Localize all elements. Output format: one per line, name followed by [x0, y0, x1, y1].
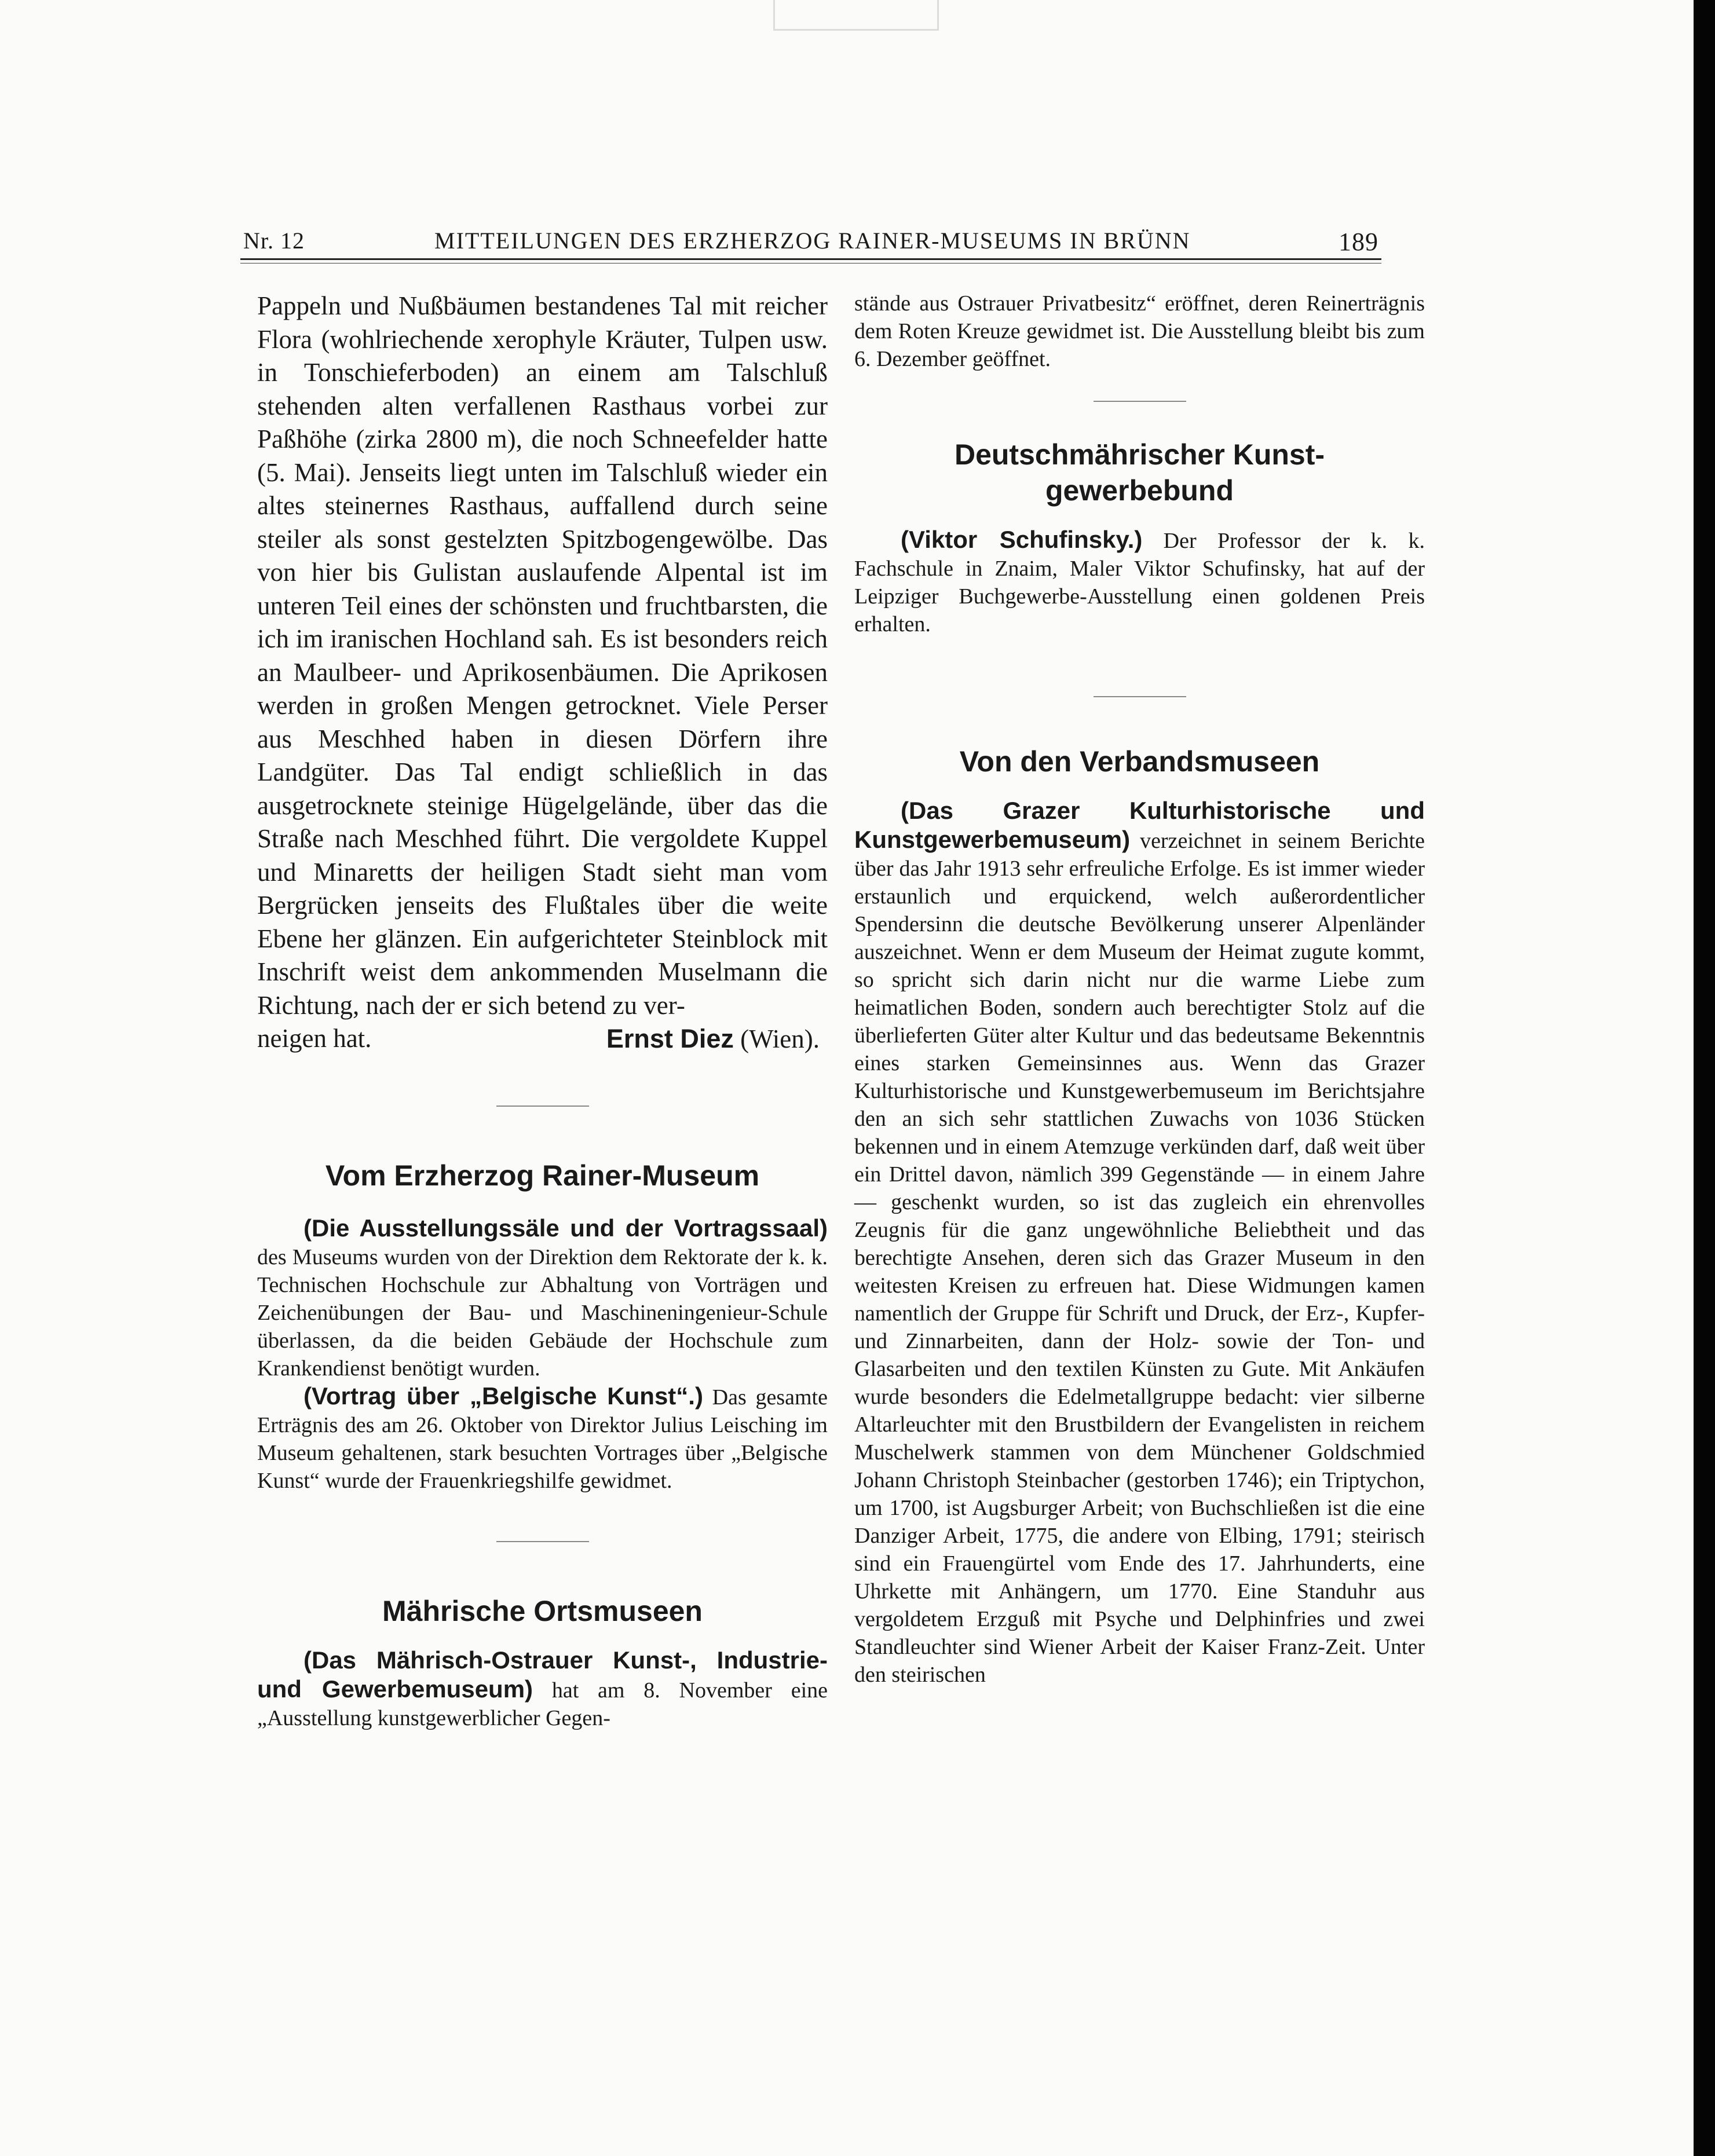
- right-column: [854, 290, 1425, 1689]
- travel-paragraph: Pappeln und Nußbäumen bestandenes Tal mit reicher Flora (wohlriechende xerophyle Kräuter, Tulpen usw. in Tonschieferboden) an einem am Talschluß stehenden alten verfallenen Rasthaus vorbei zur Paßhöhe (zirka 2800 m), die noch Schneefelder hatte (5. Mai). Jenseits liegt unten im Talschluß wieder ein altes steinernes Rasthaus, auffallend durch seine steiler als sonst gestelzten Spitzbogengewölbe. Das von hier bis Gulistan auslaufende Alpental ist im unteren Teil eines der schönsten und fruchtbarsten, die ich im iranischen Hochland sah. Es ist besonders reich an Maulbeer- und Aprikosenbäumen. Die Aprikosen werden in großen Mengen getrocknet. Viele Perser aus Meschhed haben in diesen Dörfern ihre Landgüter. Das Tal endigt schließlich in das ausgetrocknete steinige Hügelgelände, über das die Straße nach Meschhed führt. Die vergoldete Kuppel und Minaretts der heiligen Stadt sieht man vom Bergrücken jenseits des Flußtales über die weite Ebene her glänzen. Ein aufgerichteter Steinblock mit Inschrift weist dem ankommenden Muselmann die Richtung, nach der er sich betend zu ver-: [257, 291, 828, 1020]
- paragraph-vortrag: [257, 1382, 828, 1495]
- running-header: [243, 227, 1378, 262]
- para2-lead: (Vortrag über „Belgische Kunst“.): [303, 1382, 703, 1410]
- para2-text: Das gesamte Erträgnis des am 26. Oktober von Direktor Julius Leisching im Museum gehaltenen, stark besuchten Vortrages über „Belgische Kunst“ wurde der Frauenkriegshilfe gewidmet.: [257, 1385, 828, 1493]
- para3-text: hat am 8. November eine „Ausstellung kunstgewerblicher Gegen-: [257, 1678, 828, 1730]
- travel-last-line: neigen hat.: [257, 1024, 372, 1053]
- header-rule: [240, 258, 1381, 260]
- heading-verbandsmuseen: Von den Verbandsmuseen: [959, 745, 1320, 778]
- heading-ortsmuseen: Mährische Ortsmuseen: [382, 1594, 703, 1627]
- paragraph-ausstellungssaele: [257, 1214, 828, 1382]
- heading-kunstgewerbebund-line1: Deutschmährischer Kunst-: [954, 438, 1325, 471]
- journal-title: MITTEILUNGEN DES ERZHERZOG RAINER-MUSEUMS IN BRÜNN: [434, 228, 1191, 254]
- left-column: [257, 290, 828, 1732]
- page-number: 189: [1339, 228, 1378, 256]
- para4-lead: (Viktor Schufinsky.): [901, 526, 1143, 553]
- heading-kunstgewerbebund-line2: gewerbebund: [1045, 474, 1234, 507]
- heading-kunstgewerbebund: [854, 437, 1425, 508]
- para5-text: verzeichnet in seinem Berichte über das Jahr 1913 sehr erfreuliche Erfolge. Es ist immer wieder erstaunlich und erquickend, welch außerordentlicher Spendersinn die deutsche Bevölkerung unserer Alpenländer auszeichnet. Wenn er dem Museum der Heimat zugute kommt, so spricht sich darin nicht nur die warme Liebe zum heimatlichen Boden, sondern auch berechtigter Stolz auf die überlieferten Güter alter Kultur und das bedeutsame Bekenntnis eines starken Gemeinsinnes aus. Wenn das Grazer Kulturhistorische und Kunstgewerbemuseum im Berichtsjahre den an sich sehr stattlichen Zuwachs von 1036 Stücken bekennen und in einem Atemzuge verkünden darf, daß weit über ein Drittel davon, nämlich 399 Gegenstände — in einem Jahre — geschenkt wurden, so ist das zugleich ein ehrenvolles Zeugnis für die ganz ungewöhnliche Beliebtheit und das berechtigte Ansehen, deren sich das Grazer Museum in den weitesten Kreisen zu erfreuen hat. Diese Widmungen kamen namentlich der Gruppe für Schrift und Druck, der Erz-, Kupfer- und Zinnarbeiten, dann der Holz- sowie der Ton- und Glasarbeiten und den textilen Künsten zu Gute. Mit Ankäufen wurde besonders die Edelmetallgruppe bedacht: vier silberne Altarleuchter mit den Brustbildern der Evangelisten in reichem Muschelwerk stammen von dem Münchener Goldschmied Johann Christoph Steinbacher (gestorben 1746); ein Triptychon, um 1700, ist Augsburger Arbeit; von Buchschließen ist die eine Danziger Arbeit, 1775, die andere von Elbing, 1791; steirisch sind ein Frauengürtel vom Ende des 17. Jahrhunderts, eine Uhrkette mit Anhängern, um 1770. Eine Standuhr aus vergoldetem Erzguß mit Psyche und Delphinfries und zwei Standleuchter sind Wiener Arbeit der Kaiser Franz-Zeit. Unter den steirischen: [854, 829, 1425, 1687]
- para1-lead: (Die Ausstellungssäle und der Vortragssaal): [303, 1214, 828, 1242]
- author-city: (Wien).: [740, 1024, 820, 1053]
- para4-text: Der Professor der k. k. Fachschule in Znaim, Maler Viktor Schufinsky, hat auf der Leipziger Buchgewerbe-Ausstellung einen goldenen Preis erhalten.: [854, 529, 1425, 636]
- author-name: Ernst Diez: [606, 1024, 734, 1053]
- para5-lead: (Das Grazer Kulturhistorische und Kunstgewerbemuseum): [854, 797, 1425, 853]
- para3-lead: (Das Mährisch-Ostrauer Kunst-, Industrie- und Gewerbemuseum): [257, 1646, 828, 1703]
- heading-rainer-museum: Vom Erzherzog Rainer-Museum: [325, 1159, 760, 1192]
- paragraph-schufinsky: [854, 526, 1425, 638]
- paragraph-ostrau-continued: stände aus Ostrauer Privatbesitz“ eröffnet, deren Reinerträgnis dem Roten Kreuze gewidmet ist. Die Ausstellung bleibt bis zum 6. Dezember geöffnet.: [854, 291, 1425, 371]
- scan-frame-mark: [773, 0, 939, 31]
- scan-edge: [1694, 0, 1715, 2156]
- para1-text: des Museums wurden von der Direktion dem Rektorate der k. k. Technischen Hochschule zur Abhaltung von Vorträgen und Zeichenübungen der Bau- und Maschineningenieur-Schule überlassen, da die beiden Gebäude der Hochschule zum Krankendienst benötigt wurden.: [257, 1244, 828, 1381]
- author-signature: [606, 1022, 820, 1056]
- issue-number: Nr. 12: [243, 228, 305, 254]
- travel-closing-line: [257, 1022, 828, 1056]
- paragraph-grazer-museum: [854, 797, 1425, 1689]
- paragraph-ostrau: [257, 1646, 828, 1732]
